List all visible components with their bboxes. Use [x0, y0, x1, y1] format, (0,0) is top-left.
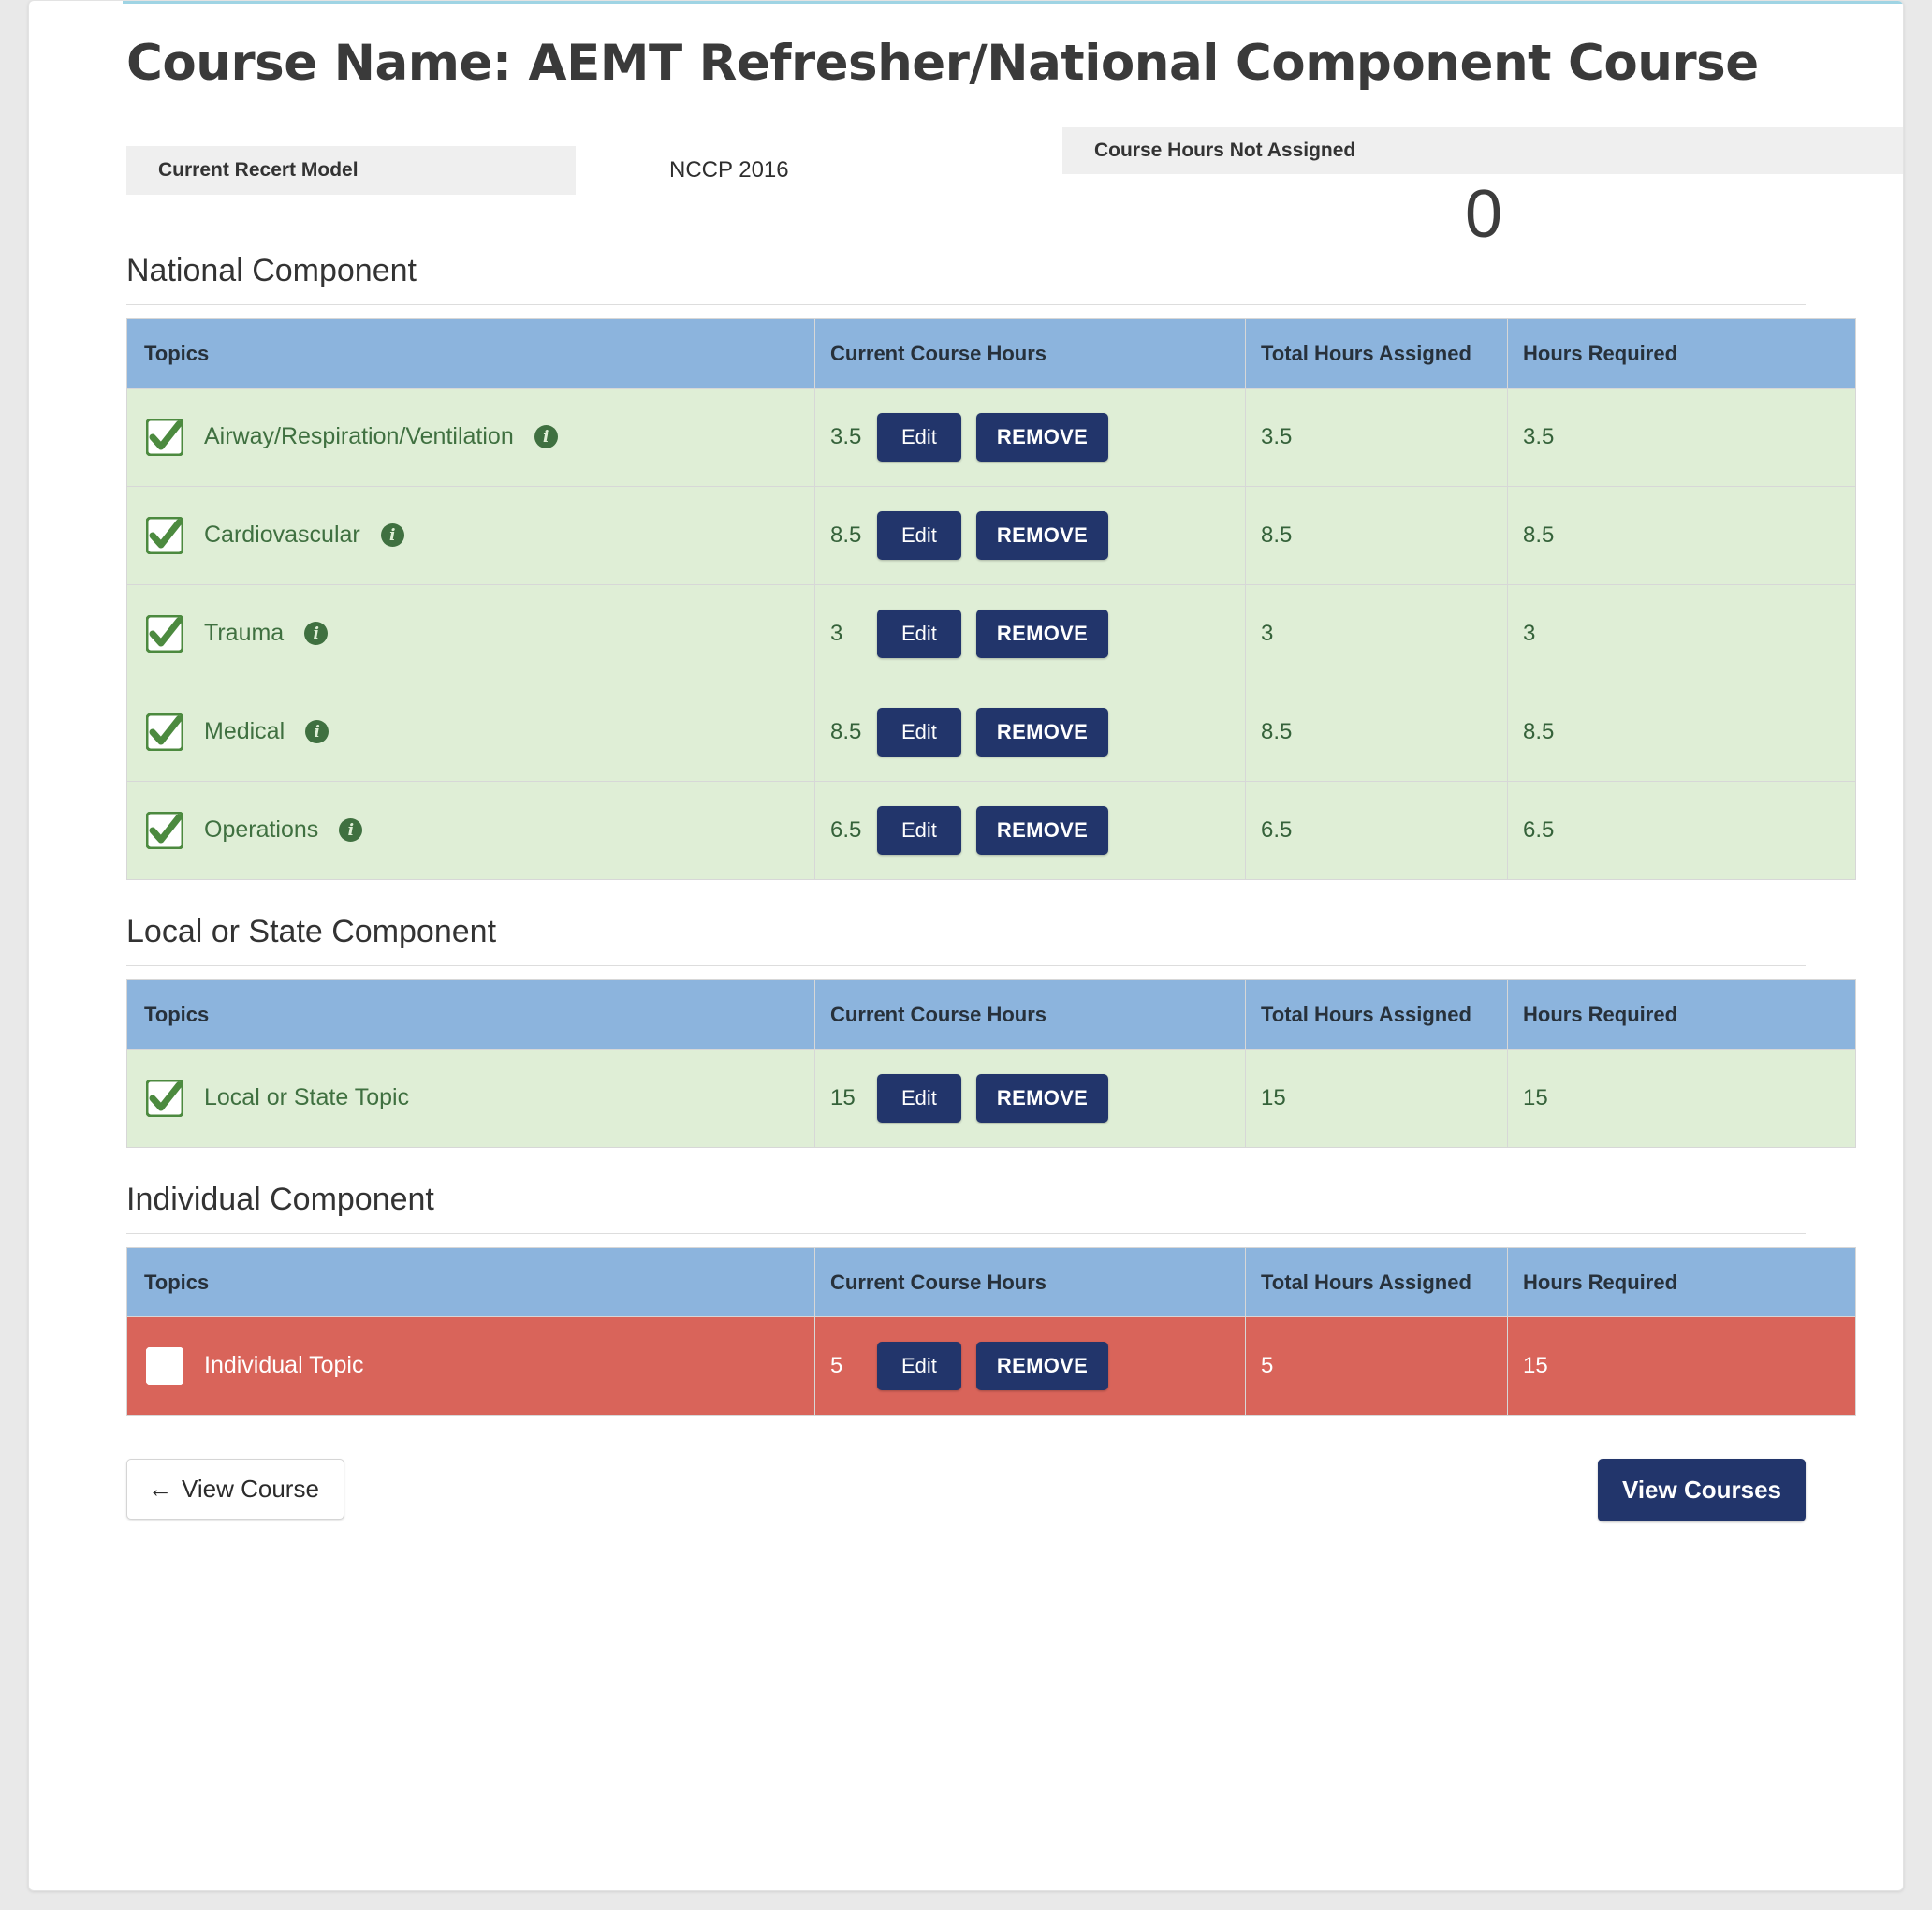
top-accent-bar: [123, 1, 1904, 4]
info-icon[interactable]: i: [381, 523, 404, 547]
edit-button[interactable]: Edit: [877, 708, 961, 757]
remove-button[interactable]: REMOVE: [976, 610, 1108, 658]
topic-label: Cardiovascular: [204, 522, 360, 549]
remove-button[interactable]: REMOVE: [976, 806, 1108, 855]
remove-button[interactable]: REMOVE: [976, 708, 1108, 757]
individual-component-table: [126, 1247, 1856, 1416]
column-header-hours-required: Hours Required: [1508, 318, 1856, 388]
column-header-total-assigned: Total Hours Assigned: [1246, 979, 1508, 1049]
table-row: [127, 683, 1856, 781]
topic-label: Individual Topic: [204, 1352, 364, 1379]
topic-cell: [127, 683, 815, 781]
checkmark-icon[interactable]: [146, 1080, 183, 1117]
topic-label: Medical: [204, 718, 285, 745]
info-icon[interactable]: i: [304, 622, 328, 645]
hours-required-cell: 6.5: [1508, 781, 1856, 879]
table-row: [127, 781, 1856, 879]
current-hours-value: 5: [830, 1352, 843, 1378]
current-hours-value: 8.5: [830, 522, 862, 548]
topic-label: Operations: [204, 816, 319, 844]
footer-actions: [126, 1459, 1806, 1562]
national-component-table: [126, 318, 1856, 880]
hours-required-cell: 3.5: [1508, 388, 1856, 486]
column-header-topics: Topics: [127, 979, 815, 1049]
topic-label: Trauma: [204, 620, 285, 647]
total-assigned-cell: 8.5: [1246, 683, 1508, 781]
remove-button[interactable]: REMOVE: [976, 1342, 1108, 1390]
edit-button[interactable]: Edit: [877, 1074, 961, 1123]
column-header-current-hours: Current Course Hours: [815, 979, 1246, 1049]
table-row: [127, 388, 1856, 486]
info-icon[interactable]: i: [534, 425, 558, 448]
section-title-local-state: Local or State Component: [126, 914, 1806, 966]
total-assigned-cell: 5: [1246, 1316, 1508, 1415]
hours-not-assigned-value: 0: [1464, 176, 1503, 252]
current-hours-cell: [815, 683, 1246, 781]
hours-required-cell: 15: [1508, 1316, 1856, 1415]
checkmark-icon[interactable]: [146, 615, 183, 653]
column-header-hours-required: Hours Required: [1508, 1247, 1856, 1316]
view-course-button[interactable]: [126, 1459, 344, 1520]
table-row: [127, 1049, 1856, 1147]
recert-model-value: NCCP 2016: [669, 156, 789, 183]
topic-cell: [127, 781, 815, 879]
course-meta-row: [126, 139, 1806, 252]
checkmark-icon[interactable]: [146, 812, 183, 849]
table-header-row: [127, 1247, 1856, 1316]
local-state-component-table: [126, 979, 1856, 1148]
column-header-current-hours: Current Course Hours: [815, 318, 1246, 388]
total-assigned-cell: 15: [1246, 1049, 1508, 1147]
topic-label: Local or State Topic: [204, 1084, 410, 1111]
checkmark-icon[interactable]: [146, 517, 183, 554]
back-arrow-icon: ←: [148, 1474, 172, 1503]
table-row: [127, 1316, 1856, 1415]
column-header-total-assigned: Total Hours Assigned: [1246, 1247, 1508, 1316]
checkmark-icon[interactable]: [146, 1347, 183, 1385]
topic-cell: [127, 584, 815, 683]
column-header-current-hours: Current Course Hours: [815, 1247, 1246, 1316]
total-assigned-cell: 3: [1246, 584, 1508, 683]
topic-label: Airway/Respiration/Ventilation: [204, 423, 514, 450]
view-courses-button[interactable]: View Courses: [1598, 1459, 1806, 1521]
table-header-row: [127, 318, 1856, 388]
checkmark-icon[interactable]: [146, 713, 183, 751]
edit-button[interactable]: Edit: [877, 806, 961, 855]
current-hours-cell: [815, 388, 1246, 486]
total-assigned-cell: 6.5: [1246, 781, 1508, 879]
total-assigned-cell: 3.5: [1246, 388, 1508, 486]
remove-button[interactable]: REMOVE: [976, 511, 1108, 560]
current-hours-value: 3.5: [830, 423, 862, 449]
view-course-label: View Course: [182, 1474, 319, 1503]
table-row: [127, 486, 1856, 584]
hours-not-assigned-label: Course Hours Not Assigned: [1062, 127, 1904, 174]
info-icon[interactable]: i: [305, 720, 329, 743]
section-title-individual: Individual Component: [126, 1182, 1806, 1234]
remove-button[interactable]: REMOVE: [976, 1074, 1108, 1123]
topic-cell: [127, 486, 815, 584]
hours-required-cell: 8.5: [1508, 683, 1856, 781]
edit-button[interactable]: Edit: [877, 413, 961, 462]
table-header-row: [127, 979, 1856, 1049]
hours-required-cell: 15: [1508, 1049, 1856, 1147]
table-row: [127, 584, 1856, 683]
edit-button[interactable]: Edit: [877, 511, 961, 560]
column-header-total-assigned: Total Hours Assigned: [1246, 318, 1508, 388]
current-hours-cell: [815, 1316, 1246, 1415]
column-header-topics: Topics: [127, 1247, 815, 1316]
topic-cell: [127, 388, 815, 486]
current-hours-value: 8.5: [830, 718, 862, 744]
current-hours-cell: [815, 584, 1246, 683]
page-title: Course Name: AEMT Refresher/National Component Course: [126, 35, 1759, 92]
recert-model-label: Current Recert Model: [126, 146, 576, 195]
edit-button[interactable]: Edit: [877, 610, 961, 658]
current-hours-value: 3: [830, 620, 843, 646]
topic-cell: [127, 1049, 815, 1147]
checkmark-icon[interactable]: [146, 419, 183, 456]
total-assigned-cell: 8.5: [1246, 486, 1508, 584]
info-icon[interactable]: i: [339, 818, 362, 842]
current-hours-cell: [815, 1049, 1246, 1147]
hours-required-cell: 8.5: [1508, 486, 1856, 584]
edit-button[interactable]: Edit: [877, 1342, 961, 1390]
current-hours-value: 6.5: [830, 816, 862, 843]
topic-cell: [127, 1316, 815, 1415]
remove-button[interactable]: REMOVE: [976, 413, 1108, 462]
column-header-hours-required: Hours Required: [1508, 979, 1856, 1049]
column-header-topics: Topics: [127, 318, 815, 388]
section-title-national: National Component: [126, 253, 1806, 305]
current-hours-cell: [815, 486, 1246, 584]
course-detail-page: [28, 0, 1904, 1891]
course-hours-not-assigned: [1062, 127, 1904, 252]
current-hours-cell: [815, 781, 1246, 879]
hours-required-cell: 3: [1508, 584, 1856, 683]
current-hours-value: 15: [830, 1084, 856, 1110]
